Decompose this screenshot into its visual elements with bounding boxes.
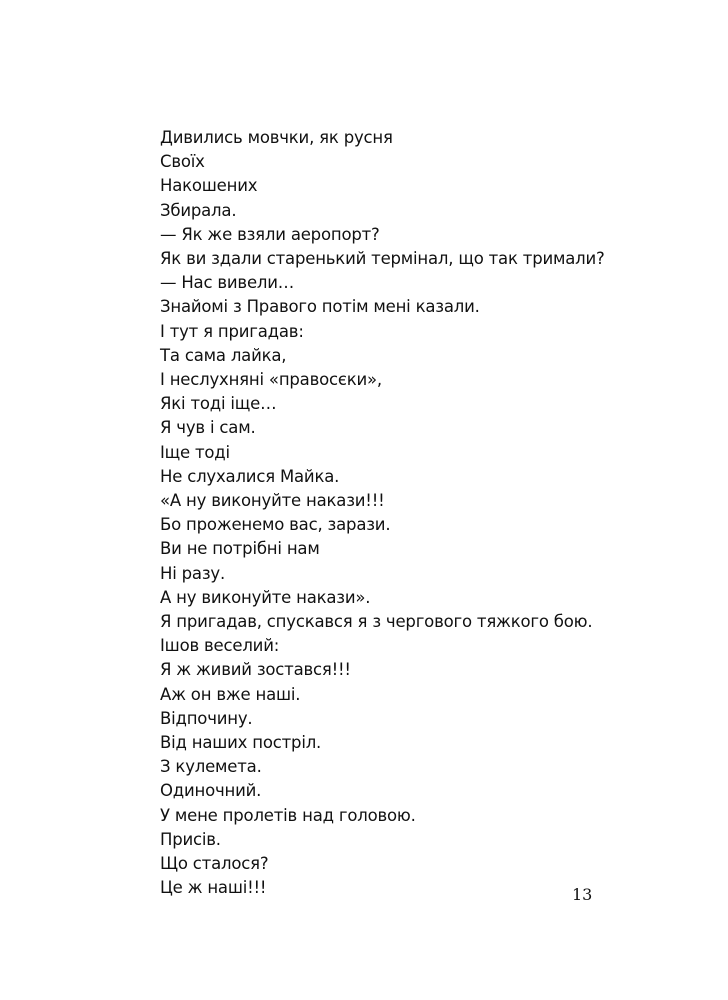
poem-line: Я чув і сам.	[160, 418, 256, 438]
poem-line: Одиночний.	[160, 781, 262, 801]
poem-line: Від наших пострiл.	[160, 733, 322, 753]
poem-line: Ішов веселий:	[160, 636, 280, 656]
poem-line: Бо проженемо вас, зарази.	[160, 515, 391, 535]
poem-line: Як ви здали старенький термінал, що так тримали?	[160, 249, 605, 269]
poem-text	[160, 126, 660, 901]
poem-line: Та сама лайка,	[160, 345, 287, 365]
poem-line: — Нас вивели…	[160, 273, 295, 293]
poem-line: Дивились мовчки, як русня	[160, 128, 393, 147]
poem-line: Своїх	[160, 152, 205, 172]
poem-line: Ви не потрібні нам	[160, 539, 320, 559]
poem-line: А ну виконуйте накази».	[160, 587, 371, 607]
poem-line: Що сталося?	[160, 854, 269, 874]
poem-line: Відпочину.	[160, 708, 253, 728]
poem-line: «А ну виконуйте накази!!!	[160, 491, 385, 511]
poem-line: Знайомі з Правого потім мені казали.	[160, 297, 480, 317]
poem-line: І неслухняні «правосєки»,	[160, 370, 382, 390]
poem-line: Я ж живий зостався!!!	[160, 660, 351, 680]
poem-line: Іще тоді	[160, 442, 230, 462]
poem-line: Збирала.	[160, 200, 237, 220]
poem-line: Аж он вже наші.	[160, 684, 301, 704]
poem-line: Ні разу.	[160, 563, 226, 583]
poem-line: — Як же взяли аеропорт?	[160, 224, 380, 244]
poem-line: У мене пролетів над головою.	[160, 805, 416, 825]
poem-line: Накошених	[160, 176, 258, 196]
poem-line: І тут я пригадав:	[160, 321, 304, 341]
poem-line: Це ж наші!!!	[160, 878, 267, 898]
page-number: 13	[572, 885, 593, 904]
poem-line: З кулемета.	[160, 757, 262, 777]
poem-line: Які тоді іще…	[160, 394, 277, 414]
poem-line: Присів.	[160, 829, 221, 849]
poem-line: Я пригадав, спускався я з чергового тяжкого бою.	[160, 612, 593, 632]
poem-line: Не слухалися Майка.	[160, 466, 340, 486]
